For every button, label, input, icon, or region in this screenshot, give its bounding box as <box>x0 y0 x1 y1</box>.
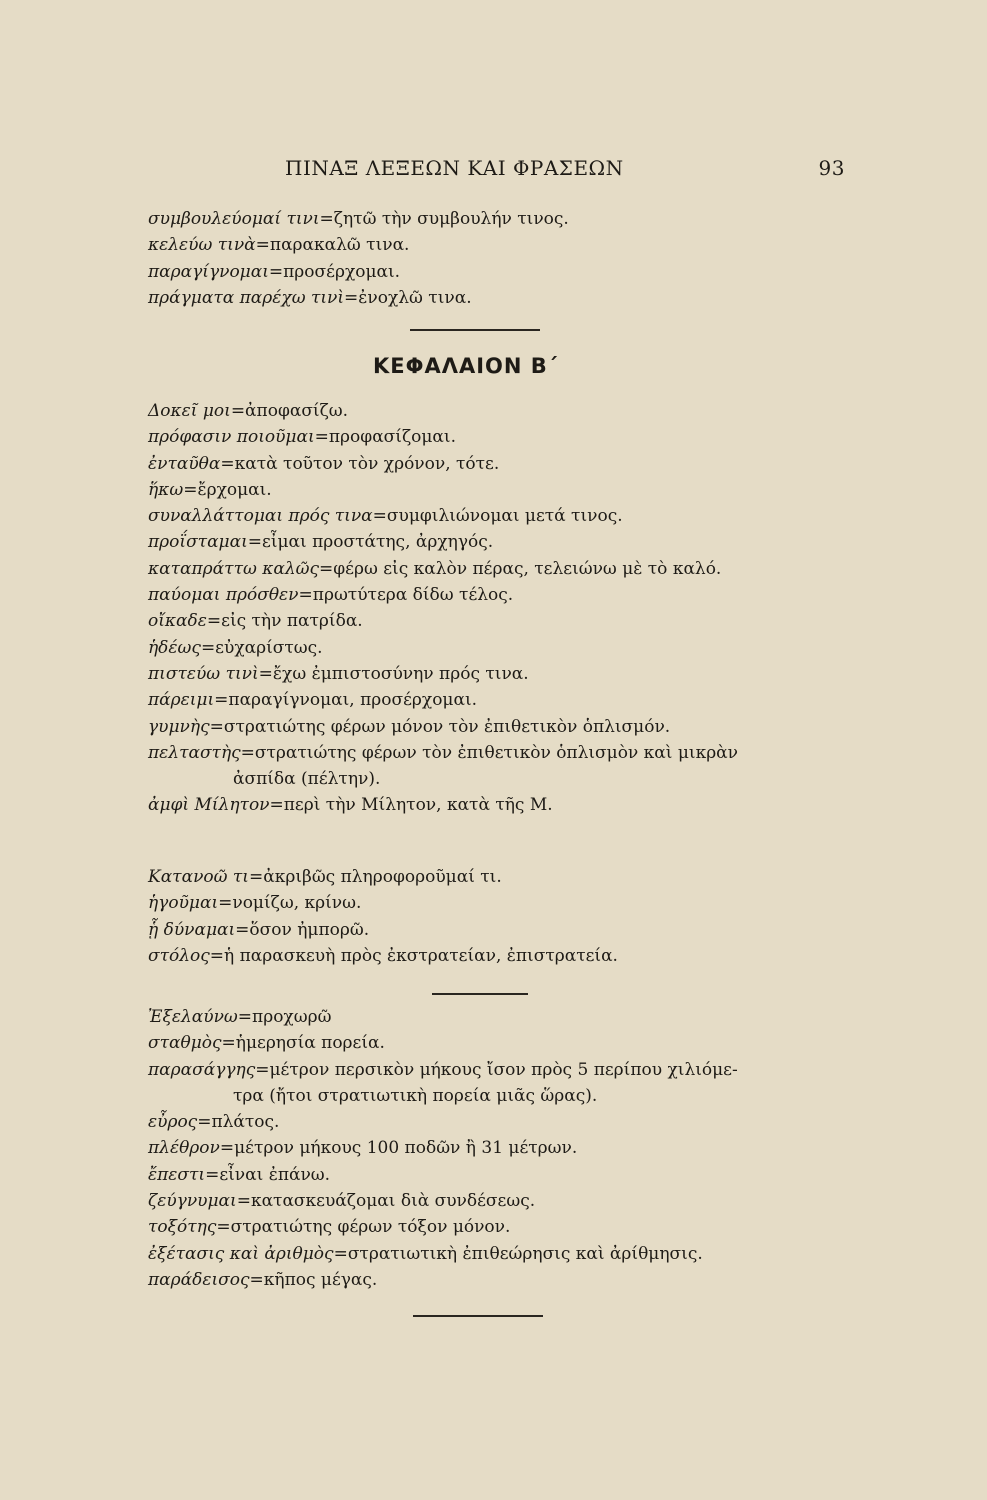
section-divider <box>410 329 540 331</box>
glossary-entry-continuation: ἀσπίδα (πέλτην). <box>233 769 381 790</box>
glossary-entry: ἐξέτασις καὶ ἀριθμὸς=στρατιωτικὴ ἐπιθεώρησις καὶ ἀρίθμησις. <box>148 1243 703 1264</box>
glossary-entry: παρασάγγης=μέτρον περσικὸν μήκους ἴσον πρὸς 5 περίπου χιλιόμε- <box>148 1059 738 1080</box>
glossary-entry: εὖρος=πλάτος. <box>148 1112 280 1133</box>
glossary-section-4 <box>148 1004 848 1293</box>
glossary-entry: παραγίγνομαι=προσέρχομαι. <box>148 261 401 282</box>
glossary-entry: Δοκεῖ μοι=ἀποφασίζω. <box>148 401 349 421</box>
glossary-entry: παράδεισος=κῆπος μέγας. <box>148 1269 378 1290</box>
glossary-entry: πλέθρον=μέτρον μήκους 100 ποδῶν ἢ 31 μέτρων. <box>148 1138 578 1159</box>
glossary-entry-continuation: τρα (ἤτοι στρατιωτικὴ πορεία μιᾶς ὥρας). <box>233 1085 598 1106</box>
glossary-entry: πάρειμι=παραγίγνομαι, προσέρχομαι. <box>148 690 478 711</box>
glossary-entry: οἴκαδε=εἰς τὴν πατρίδα. <box>148 611 363 632</box>
glossary-entry: στόλος=ἡ παρασκευὴ πρὸς ἐκστρατείαν, ἐπιστρατεία. <box>148 945 618 966</box>
glossary-entry: ἀμφὶ Μίλητον=περὶ τὴν Μίλητον, κατὰ τῆς Μ. <box>148 795 553 816</box>
glossary-entry: πελταστὴς=στρατιώτης φέρων τὸν ἐπιθετικὸν ὁπλισμὸν καὶ μικρὰν <box>148 742 738 763</box>
glossary-entry: τοξότης=στρατιώτης φέρων τόξον μόνον. <box>148 1217 511 1238</box>
page-number: 93 <box>818 156 845 180</box>
glossary-entry: ᾗ δύναμαι=ὅσον ἠμπορῶ. <box>148 919 370 940</box>
glossary-section-3 <box>148 864 848 969</box>
running-header <box>285 156 845 186</box>
glossary-entry: πρόφασιν ποιοῦμαι=προφασίζομαι. <box>148 427 456 448</box>
glossary-entry: ἔπεστι=εἶναι ἐπάνω. <box>148 1164 331 1185</box>
glossary-entry: Κατανοῶ τι=ἀκριβῶς πληροφοροῦμαί τι. <box>148 867 502 887</box>
glossary-entry: ἐνταῦθα=κατὰ τοῦτον τὸν χρόνον, τότε. <box>148 453 500 474</box>
chapter-heading: ΚΕΦΑΛΑΙΟΝ Β΄ <box>373 354 559 378</box>
glossary-entry: ἡδέως=εὐχαρίστως. <box>148 637 323 658</box>
glossary-entry: κελεύω τινὰ=παρακαλῶ τινα. <box>148 235 410 256</box>
glossary-section-2 <box>148 398 848 819</box>
glossary-entry: συναλλάττομαι πρός τινα=συμφιλιώνομαι μετά τινος. <box>148 506 623 527</box>
glossary-section-1 <box>148 206 848 311</box>
glossary-entry: προΐσταμαι=εἶμαι προστάτης, ἀρχηγός. <box>148 532 494 553</box>
glossary-entry: σταθμὸς=ἡμερησία πορεία. <box>148 1033 385 1054</box>
glossary-entry: πράγματα παρέχω τινὶ=ἐνοχλῶ τινα. <box>148 287 472 308</box>
glossary-entry: πιστεύω τινὶ=ἔχω ἐμπιστοσύνην πρός τινα. <box>148 663 529 684</box>
glossary-entry: ἥκω=ἔρχομαι. <box>148 479 272 500</box>
header-title: ΠΙΝΑΞ ΛΕΞΕΩΝ ΚΑΙ ΦΡΑΣΕΩΝ <box>285 156 624 180</box>
glossary-entry: ζεύγνυμαι=κατασκευάζομαι διὰ συνδέσεως. <box>148 1191 536 1212</box>
glossary-entry: καταπράττω καλῶς=φέρω εἰς καλὸν πέρας, τελειώνω μὲ τὸ καλό. <box>148 558 722 579</box>
glossary-entry: συμβουλεύομαί τινι=ζητῶ τὴν συμβουλήν τινος. <box>148 209 569 229</box>
glossary-entry: Ἐξελαύνω=προχωρῶ <box>148 1007 332 1027</box>
glossary-entry: γυμνὴς=στρατιώτης φέρων μόνον τὸν ἐπιθετικὸν ὁπλισμόν. <box>148 716 671 737</box>
section-divider <box>432 993 528 995</box>
section-divider <box>413 1315 543 1317</box>
glossary-entry: παύομαι πρόσθεν=πρωτύτερα δίδω τέλος. <box>148 585 514 606</box>
glossary-entry: ἡγοῦμαι=νομίζω, κρίνω. <box>148 893 362 914</box>
